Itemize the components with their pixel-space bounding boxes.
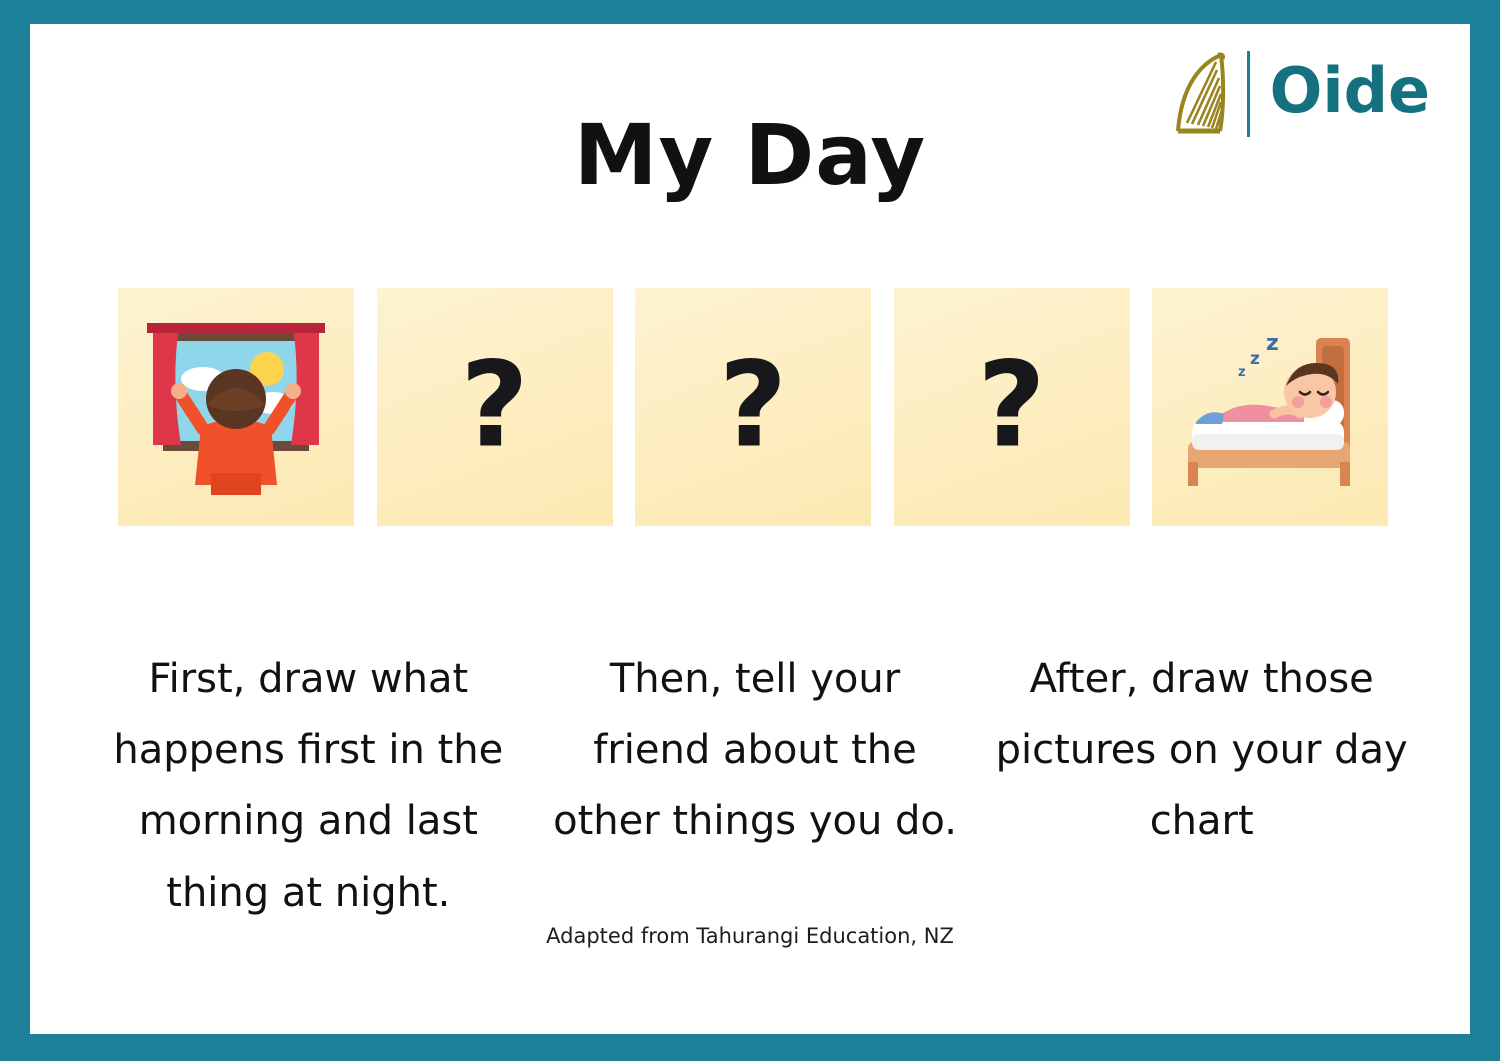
svg-text:z: z xyxy=(1266,331,1279,356)
question-mark-icon: ? xyxy=(460,335,529,474)
svg-text:z: z xyxy=(1238,365,1246,380)
svg-text:z: z xyxy=(1250,349,1260,369)
logo-wordmark: Oide xyxy=(1269,54,1430,127)
instruction-step-3: After, draw those pictures on your day chart xyxy=(995,656,1408,845)
page-title: My Day xyxy=(573,106,927,204)
source-credit: Adapted from Tahurangi Education, NZ xyxy=(546,924,954,948)
instruction-columns xyxy=(85,644,1425,929)
question-mark-icon: ? xyxy=(977,335,1046,474)
day-sequence-cards xyxy=(118,288,1388,526)
child-sleeping-in-bed-icon xyxy=(1170,322,1370,492)
instruction-step-2: Then, tell your friend about the other things you do. xyxy=(553,656,957,845)
question-mark-icon: ? xyxy=(718,335,788,474)
slide-canvas xyxy=(30,24,1470,1034)
card-question-2[interactable] xyxy=(635,288,871,526)
card-question-3[interactable] xyxy=(894,288,1130,526)
child-at-window-morning-icon xyxy=(141,317,331,497)
card-question-1[interactable] xyxy=(377,288,613,526)
card-night[interactable] xyxy=(1152,288,1388,526)
card-morning[interactable] xyxy=(118,288,354,526)
instruction-step-1: First, draw what happens first in the morning and last thing at night. xyxy=(113,656,504,916)
